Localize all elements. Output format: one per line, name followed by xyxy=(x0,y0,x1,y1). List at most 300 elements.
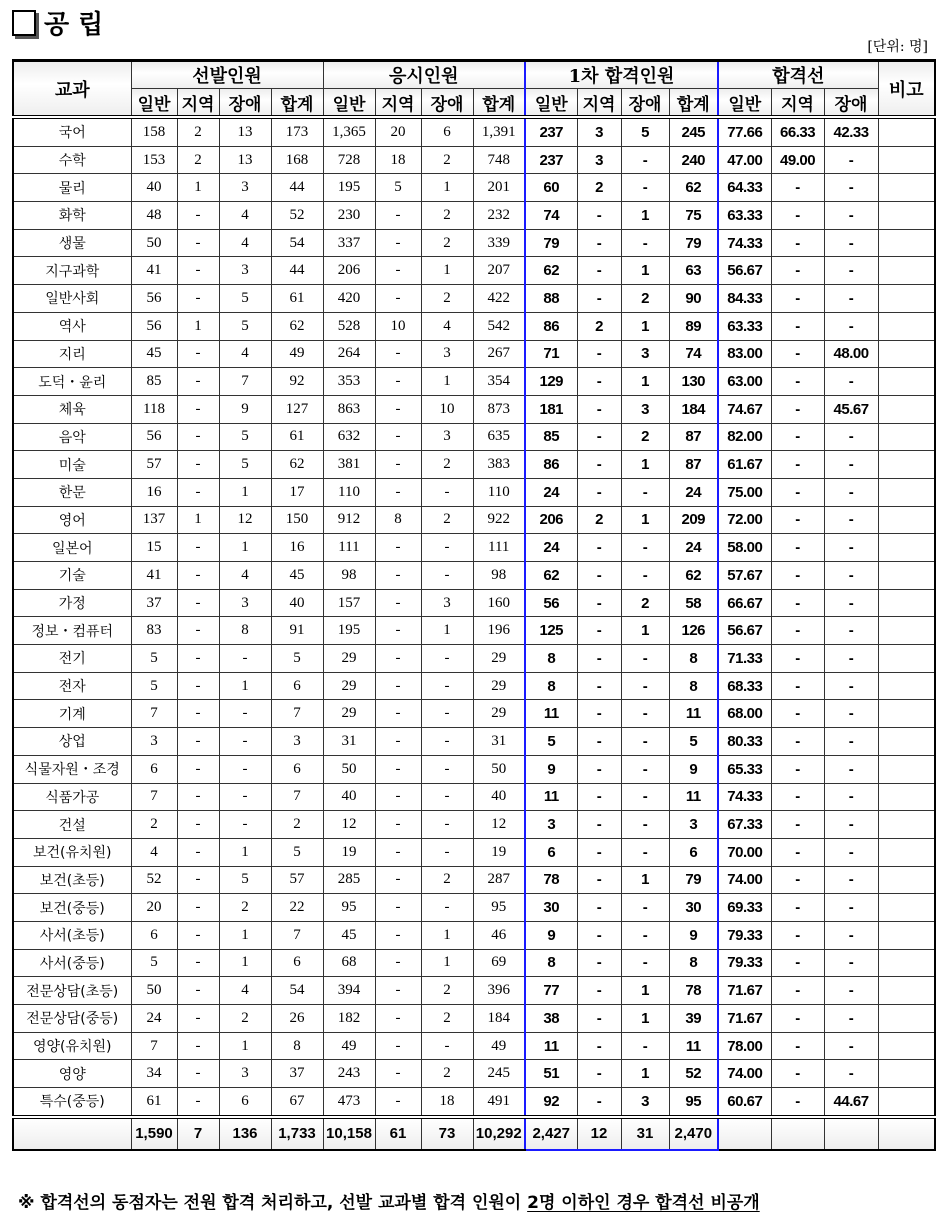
value-cell: - xyxy=(219,755,271,783)
subheader-first-pass-3: 합계 xyxy=(669,89,718,118)
subject-cell: 사서(초등) xyxy=(13,921,131,949)
value-cell: 24 xyxy=(131,1005,177,1033)
value-cell: 78.00 xyxy=(718,1032,771,1060)
value-cell: 491 xyxy=(473,1088,525,1117)
value-cell: 5 xyxy=(131,949,177,977)
value-cell: 173 xyxy=(271,117,323,146)
value-cell: 635 xyxy=(473,423,525,451)
value-cell: - xyxy=(621,478,669,506)
value-cell: 158 xyxy=(131,117,177,146)
value-cell: - xyxy=(375,894,421,922)
value-cell: - xyxy=(824,506,878,534)
value-cell: - xyxy=(771,340,824,368)
value-cell: 264 xyxy=(323,340,375,368)
subject-cell: 상업 xyxy=(13,728,131,756)
value-cell: 87 xyxy=(669,451,718,479)
remarks-cell xyxy=(878,174,935,202)
value-cell: 1 xyxy=(177,174,219,202)
value-cell: - xyxy=(771,949,824,977)
value-cell: 13 xyxy=(219,117,271,146)
value-cell: - xyxy=(771,589,824,617)
value-cell: 354 xyxy=(473,368,525,396)
value-cell: 728 xyxy=(323,146,375,174)
value-cell: - xyxy=(421,755,473,783)
value-cell: - xyxy=(771,645,824,673)
value-cell: 245 xyxy=(669,117,718,146)
value-cell: - xyxy=(771,783,824,811)
value-cell: - xyxy=(577,866,621,894)
value-cell: - xyxy=(177,1005,219,1033)
footnote-text: ※ 합격선의 동점자는 전원 합격 처리하고, 선발 교과별 합격 인원이 xyxy=(18,1193,528,1213)
subject-cell: 일본어 xyxy=(13,534,131,562)
value-cell: 31 xyxy=(323,728,375,756)
table-row xyxy=(13,728,935,756)
value-cell: - xyxy=(375,672,421,700)
value-cell: 5 xyxy=(375,174,421,202)
value-cell: 56 xyxy=(131,312,177,340)
subheader-applicants-0: 일반 xyxy=(323,89,375,118)
value-cell: 38 xyxy=(525,1005,577,1033)
value-cell: 1 xyxy=(219,478,271,506)
total-cell: 136 xyxy=(219,1117,271,1150)
value-cell: 1 xyxy=(421,921,473,949)
value-cell: 863 xyxy=(323,395,375,423)
remarks-cell xyxy=(878,1005,935,1033)
table-row xyxy=(13,1005,935,1033)
subject-cell: 전자 xyxy=(13,672,131,700)
subject-cell: 수학 xyxy=(13,146,131,174)
value-cell: - xyxy=(177,534,219,562)
subject-cell: 영어 xyxy=(13,506,131,534)
value-cell: 66.67 xyxy=(718,589,771,617)
value-cell: - xyxy=(771,1005,824,1033)
value-cell: 2 xyxy=(177,146,219,174)
value-cell: 2 xyxy=(177,117,219,146)
value-cell: - xyxy=(375,229,421,257)
value-cell: 1,391 xyxy=(473,117,525,146)
remarks-cell xyxy=(878,229,935,257)
value-cell: 3 xyxy=(131,728,177,756)
value-cell: - xyxy=(824,894,878,922)
value-cell: 26 xyxy=(271,1005,323,1033)
value-cell: 8 xyxy=(669,949,718,977)
value-cell: - xyxy=(824,672,878,700)
value-cell: 74.67 xyxy=(718,395,771,423)
remarks-cell xyxy=(878,977,935,1005)
value-cell: 62 xyxy=(669,174,718,202)
value-cell: 80.33 xyxy=(718,728,771,756)
value-cell: - xyxy=(824,174,878,202)
value-cell: 15 xyxy=(131,534,177,562)
value-cell: 3 xyxy=(219,174,271,202)
value-cell: 2 xyxy=(421,451,473,479)
value-cell: 45 xyxy=(271,562,323,590)
subject-cell: 식물자원・조경 xyxy=(13,755,131,783)
value-cell: - xyxy=(577,672,621,700)
value-cell: 7 xyxy=(131,1032,177,1060)
value-cell: 2 xyxy=(621,589,669,617)
value-cell: - xyxy=(824,838,878,866)
value-cell: - xyxy=(375,368,421,396)
value-cell: 74.00 xyxy=(718,866,771,894)
value-cell: - xyxy=(771,1088,824,1117)
table-row xyxy=(13,257,935,285)
value-cell: 56.67 xyxy=(718,617,771,645)
remarks-cell xyxy=(878,340,935,368)
remarks-cell xyxy=(878,451,935,479)
value-cell: 150 xyxy=(271,506,323,534)
value-cell: - xyxy=(177,285,219,313)
value-cell: 6 xyxy=(669,838,718,866)
value-cell: - xyxy=(824,949,878,977)
value-cell: - xyxy=(375,838,421,866)
total-cell: 1,733 xyxy=(271,1117,323,1150)
value-cell: 1 xyxy=(621,617,669,645)
value-cell: 383 xyxy=(473,451,525,479)
subject-cell: 생물 xyxy=(13,229,131,257)
value-cell: 168 xyxy=(271,146,323,174)
table-row xyxy=(13,312,935,340)
value-cell: - xyxy=(177,783,219,811)
value-cell: - xyxy=(577,534,621,562)
value-cell: - xyxy=(771,506,824,534)
value-cell: 19 xyxy=(323,838,375,866)
value-cell: 30 xyxy=(525,894,577,922)
remarks-cell xyxy=(878,312,935,340)
value-cell: 70.00 xyxy=(718,838,771,866)
value-cell: 29 xyxy=(473,645,525,673)
value-cell: 52 xyxy=(669,1060,718,1088)
value-cell: 12 xyxy=(219,506,271,534)
value-cell: - xyxy=(771,395,824,423)
value-cell: 3 xyxy=(577,146,621,174)
value-cell: - xyxy=(219,700,271,728)
value-cell: 2 xyxy=(577,506,621,534)
table-row xyxy=(13,700,935,728)
value-cell: - xyxy=(824,728,878,756)
value-cell: - xyxy=(577,1032,621,1060)
value-cell: - xyxy=(375,728,421,756)
value-cell: 5 xyxy=(271,645,323,673)
value-cell: 12 xyxy=(323,811,375,839)
total-cell: 7 xyxy=(177,1117,219,1150)
value-cell: - xyxy=(771,562,824,590)
value-cell: - xyxy=(621,894,669,922)
value-cell: 11 xyxy=(525,1032,577,1060)
value-cell: - xyxy=(577,285,621,313)
remarks-cell xyxy=(878,202,935,230)
subject-cell: 국어 xyxy=(13,117,131,146)
value-cell: - xyxy=(771,174,824,202)
value-cell: 4 xyxy=(219,340,271,368)
total-cell: 10,292 xyxy=(473,1117,525,1150)
value-cell: - xyxy=(177,949,219,977)
value-cell: - xyxy=(577,700,621,728)
value-cell: 50 xyxy=(131,229,177,257)
value-cell: - xyxy=(771,451,824,479)
remarks-cell xyxy=(878,1060,935,1088)
table-row xyxy=(13,617,935,645)
value-cell: 10 xyxy=(375,312,421,340)
value-cell: - xyxy=(375,1032,421,1060)
value-cell: - xyxy=(177,423,219,451)
value-cell: 29 xyxy=(473,700,525,728)
remarks-cell xyxy=(878,894,935,922)
value-cell: - xyxy=(375,977,421,1005)
value-cell: 240 xyxy=(669,146,718,174)
value-cell: - xyxy=(375,340,421,368)
value-cell: - xyxy=(177,1032,219,1060)
value-cell: 5 xyxy=(525,728,577,756)
value-cell: 873 xyxy=(473,395,525,423)
total-cell xyxy=(878,1117,935,1150)
value-cell: 29 xyxy=(323,645,375,673)
value-cell: - xyxy=(771,257,824,285)
subheader-selected-2: 장애 xyxy=(219,89,271,118)
value-cell: 49 xyxy=(323,1032,375,1060)
value-cell: 2 xyxy=(421,506,473,534)
table-row xyxy=(13,645,935,673)
value-cell: 12 xyxy=(473,811,525,839)
value-cell: 1 xyxy=(421,257,473,285)
value-cell: 209 xyxy=(669,506,718,534)
value-cell: - xyxy=(577,451,621,479)
value-cell: 922 xyxy=(473,506,525,534)
value-cell: 1 xyxy=(621,1060,669,1088)
table-row xyxy=(13,866,935,894)
subheader-selected-1: 지역 xyxy=(177,89,219,118)
value-cell: - xyxy=(177,977,219,1005)
total-cell: 10,158 xyxy=(323,1117,375,1150)
table-row xyxy=(13,1060,935,1088)
value-cell: - xyxy=(577,1005,621,1033)
remarks-cell xyxy=(878,838,935,866)
value-cell: 2 xyxy=(271,811,323,839)
value-cell: - xyxy=(375,1005,421,1033)
value-cell: 37 xyxy=(131,589,177,617)
value-cell: 48 xyxy=(131,202,177,230)
value-cell: 95 xyxy=(669,1088,718,1117)
total-cell xyxy=(824,1117,878,1150)
value-cell: 3 xyxy=(421,340,473,368)
value-cell: - xyxy=(375,866,421,894)
value-cell: 7 xyxy=(131,700,177,728)
value-cell: - xyxy=(177,894,219,922)
subject-cell: 도덕・윤리 xyxy=(13,368,131,396)
value-cell: - xyxy=(219,811,271,839)
subject-cell: 지구과학 xyxy=(13,257,131,285)
subject-cell: 역사 xyxy=(13,312,131,340)
table-row xyxy=(13,451,935,479)
value-cell: - xyxy=(421,783,473,811)
value-cell: 16 xyxy=(271,534,323,562)
value-cell: - xyxy=(621,921,669,949)
value-cell: 56 xyxy=(131,285,177,313)
value-cell: 3 xyxy=(577,117,621,146)
value-cell: 1 xyxy=(621,202,669,230)
value-cell: - xyxy=(577,589,621,617)
value-cell: 1 xyxy=(219,672,271,700)
remarks-cell xyxy=(878,395,935,423)
subheader-first-pass-2: 장애 xyxy=(621,89,669,118)
value-cell: 41 xyxy=(131,257,177,285)
table-row xyxy=(13,202,935,230)
subheader-first-pass-0: 일반 xyxy=(525,89,577,118)
value-cell: 1 xyxy=(421,949,473,977)
value-cell: 11 xyxy=(669,700,718,728)
value-cell: - xyxy=(219,645,271,673)
value-cell: 3 xyxy=(621,395,669,423)
value-cell: 79.33 xyxy=(718,949,771,977)
value-cell: 1 xyxy=(219,1032,271,1060)
value-cell: - xyxy=(177,617,219,645)
value-cell: 3 xyxy=(219,1060,271,1088)
value-cell: 1 xyxy=(219,534,271,562)
subject-cell: 건설 xyxy=(13,811,131,839)
value-cell: 24 xyxy=(525,534,577,562)
value-cell: - xyxy=(421,645,473,673)
value-cell: 182 xyxy=(323,1005,375,1033)
value-cell: - xyxy=(375,949,421,977)
remarks-cell xyxy=(878,672,935,700)
value-cell: - xyxy=(621,672,669,700)
table-row xyxy=(13,949,935,977)
value-cell: - xyxy=(824,423,878,451)
value-cell: 42.33 xyxy=(824,117,878,146)
value-cell: - xyxy=(177,866,219,894)
value-cell: 422 xyxy=(473,285,525,313)
value-cell: 78 xyxy=(525,866,577,894)
value-cell: - xyxy=(577,949,621,977)
value-cell: - xyxy=(375,202,421,230)
header-applicants: 응시인원 xyxy=(323,61,525,89)
subject-cell: 전기 xyxy=(13,645,131,673)
value-cell: 75 xyxy=(669,202,718,230)
value-cell: - xyxy=(577,617,621,645)
table-row xyxy=(13,340,935,368)
value-cell: - xyxy=(577,423,621,451)
value-cell: - xyxy=(621,838,669,866)
value-cell: 394 xyxy=(323,977,375,1005)
value-cell: 54 xyxy=(271,229,323,257)
value-cell: - xyxy=(824,783,878,811)
value-cell: - xyxy=(824,312,878,340)
remarks-cell xyxy=(878,146,935,174)
remarks-cell xyxy=(878,645,935,673)
value-cell: - xyxy=(771,1032,824,1060)
value-cell: - xyxy=(177,700,219,728)
value-cell: - xyxy=(177,395,219,423)
header-remarks: 비고 xyxy=(878,61,935,118)
subject-cell: 화학 xyxy=(13,202,131,230)
value-cell: - xyxy=(621,728,669,756)
value-cell: 68.00 xyxy=(718,700,771,728)
value-cell: 3 xyxy=(421,589,473,617)
value-cell: - xyxy=(219,728,271,756)
value-cell: - xyxy=(621,229,669,257)
subject-cell: 한문 xyxy=(13,478,131,506)
value-cell: 34 xyxy=(131,1060,177,1088)
value-cell: 50 xyxy=(131,977,177,1005)
value-cell: - xyxy=(824,617,878,645)
value-cell: - xyxy=(771,894,824,922)
value-cell: 396 xyxy=(473,977,525,1005)
value-cell: 68 xyxy=(323,949,375,977)
total-row xyxy=(13,1117,935,1150)
value-cell: 49.00 xyxy=(771,146,824,174)
value-cell: 129 xyxy=(525,368,577,396)
value-cell: - xyxy=(177,562,219,590)
value-cell: 111 xyxy=(323,534,375,562)
value-cell: 6 xyxy=(271,672,323,700)
subheader-applicants-1: 지역 xyxy=(375,89,421,118)
value-cell: - xyxy=(375,1088,421,1117)
value-cell: 2 xyxy=(131,811,177,839)
value-cell: 5 xyxy=(219,285,271,313)
value-cell: - xyxy=(577,811,621,839)
value-cell: 61 xyxy=(271,423,323,451)
table-row xyxy=(13,174,935,202)
value-cell: 1 xyxy=(621,451,669,479)
value-cell: 2 xyxy=(577,312,621,340)
value-cell: 2 xyxy=(219,1005,271,1033)
value-cell: 8 xyxy=(525,645,577,673)
value-cell: - xyxy=(621,949,669,977)
value-cell: 62 xyxy=(525,257,577,285)
value-cell: 24 xyxy=(669,478,718,506)
value-cell: 64.33 xyxy=(718,174,771,202)
value-cell: 4 xyxy=(219,562,271,590)
value-cell: 31 xyxy=(473,728,525,756)
value-cell: 24 xyxy=(669,534,718,562)
value-cell: 79 xyxy=(669,229,718,257)
value-cell: 9 xyxy=(669,921,718,949)
value-cell: - xyxy=(577,229,621,257)
value-cell: 6 xyxy=(271,755,323,783)
total-cell: 73 xyxy=(421,1117,473,1150)
value-cell: 381 xyxy=(323,451,375,479)
value-cell: - xyxy=(375,1060,421,1088)
value-cell: 137 xyxy=(131,506,177,534)
value-cell: 1 xyxy=(621,506,669,534)
subject-cell: 기술 xyxy=(13,562,131,590)
value-cell: 4 xyxy=(219,229,271,257)
table-row xyxy=(13,117,935,146)
value-cell: - xyxy=(177,478,219,506)
value-cell: 79.33 xyxy=(718,921,771,949)
value-cell: 95 xyxy=(473,894,525,922)
value-cell: - xyxy=(621,534,669,562)
remarks-cell xyxy=(878,949,935,977)
value-cell: 83.00 xyxy=(718,340,771,368)
value-cell: 63.00 xyxy=(718,368,771,396)
value-cell: 44 xyxy=(271,257,323,285)
subject-cell: 미술 xyxy=(13,451,131,479)
value-cell: 5 xyxy=(621,117,669,146)
value-cell: 243 xyxy=(323,1060,375,1088)
value-cell: 5 xyxy=(131,645,177,673)
value-cell: - xyxy=(177,921,219,949)
value-cell: - xyxy=(577,340,621,368)
value-cell: 17 xyxy=(271,478,323,506)
value-cell: 86 xyxy=(525,312,577,340)
value-cell: 6 xyxy=(271,949,323,977)
value-cell: 420 xyxy=(323,285,375,313)
value-cell: 58 xyxy=(669,589,718,617)
value-cell: 52 xyxy=(271,202,323,230)
value-cell: - xyxy=(621,811,669,839)
value-cell: 2 xyxy=(621,423,669,451)
